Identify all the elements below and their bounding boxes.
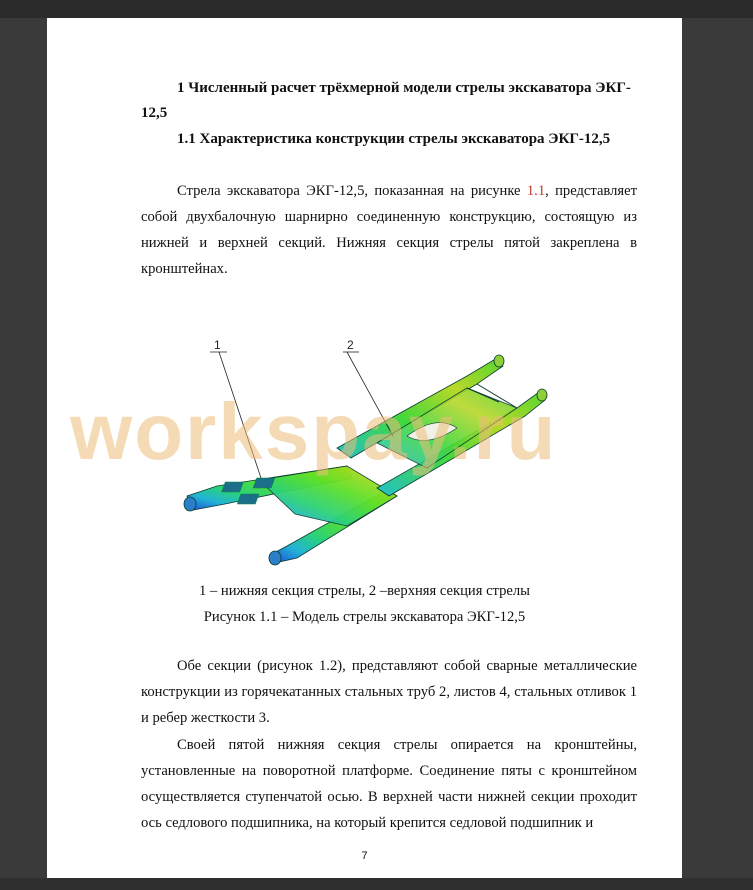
viewer-top-bar — [0, 0, 753, 18]
figure-reference-link[interactable]: 1.1 — [526, 183, 546, 199]
paragraph-intro-text-a: Стрела экскаватора ЭКГ-12,5, показанная на рисунке — [177, 183, 527, 199]
chapter-heading-line1: 1 Численный расчет трёхмерной модели стрелы экскаватора ЭКГ- — [177, 80, 631, 96]
lower-section-model — [184, 466, 397, 565]
viewer-bottom-bar — [0, 878, 753, 890]
page-number: 7 — [361, 850, 368, 862]
paragraph-heel: Своей пятой нижняя секция стрелы опирается на кронштейны, установленные на поворотной платформе. Соединение пяты с кронштейном осуществляется ступенчатой осью. В верхней части нижней секции проходит ось седлового подшипника, на который крепится седловой подшипник и — [141, 737, 637, 831]
section-heading: 1.1 Характеристика конструкции стрелы экскаватора ЭКГ-12,5 — [177, 131, 611, 147]
paragraph-intro-text-b: , представляет собой двухбалочную шарнирно соединенную конструкцию, состоящую из нижней и верхней секций. Нижняя секция стрелы пятой закреплена в кронштейнах. — [141, 183, 637, 277]
figure-label-2: 2 — [347, 338, 354, 352]
paragraph-sections: Обе секции (рисунок 1.2), представляют собой сварные металлические конструкции из горячекатанных стальных труб 2, листов 4, стальных отливок 1 и ребер жесткости 3. — [141, 658, 637, 726]
figure-label-1: 1 — [214, 338, 221, 352]
figure-legend: 1 – нижняя секция стрелы, 2 –верхняя секция стрелы — [199, 583, 530, 599]
figure-caption: Рисунок 1.1 – Модель стрелы экскаватора ЭКГ-12,5 — [203, 609, 526, 625]
paragraph-intro — [141, 178, 637, 282]
chapter-heading-line2: 12,5 — [141, 105, 168, 121]
watermark: workspay.ru — [70, 387, 558, 476]
